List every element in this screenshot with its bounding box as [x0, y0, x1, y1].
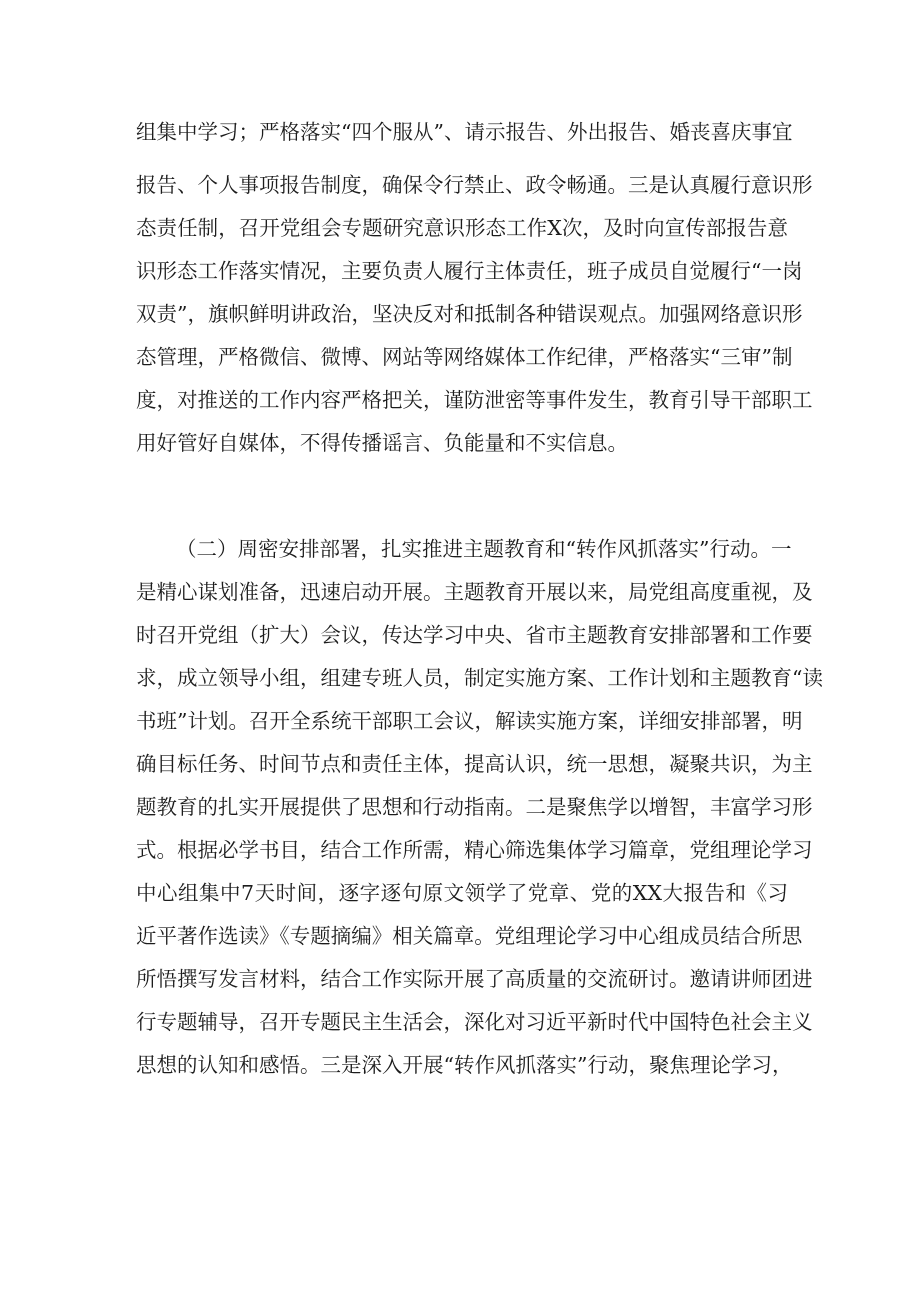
text-line: 思想的认知和感悟。三是深入开展“转作风抓落实”行动，聚焦理论学习， — [136, 1053, 793, 1077]
text-line: 态管理，严格微信、微博、网站等网络媒体工作纪律，严格落实“三审”制 — [136, 345, 793, 369]
text-line: 书班”计划。召开全系统干部职工会议，解读实施方案，详细安排部署，明 — [136, 709, 803, 733]
text-line: 求，成立领导小组，组建专班人员，制定实施方案、工作计划和主题教育“读 — [136, 666, 823, 690]
text-line: 度，对推送的工作内容严格把关，谨防泄密等事件发生，教育引导干部职工 — [136, 388, 813, 412]
text-line: 用好管好自媒体，不得传播谣言、负能量和不实信息。 — [136, 431, 628, 455]
text-line: 题教育的扎实开展提供了思想和行动指南。二是聚焦学以增智，丰富学习形 — [136, 795, 813, 819]
text-line: 识形态工作落实情况，主要负责人履行主体责任，班子成员自觉履行“一岗 — [136, 259, 803, 283]
text-line: 组集中学习；严格落实“四个服从”、请示报告、外出报告、婚丧喜庆事宜 — [136, 120, 793, 144]
text-line: 态责任制，召开党组会专题研究意识形态工作X次，及时向宣传部报告意 — [136, 216, 788, 240]
text-line: 报告、个人事项报告制度，确保令行禁止、政令畅通。三是认真履行意识形 — [136, 173, 813, 197]
text-line: 确目标任务、时间节点和责任主体，提高认识，统一思想，凝聚共识，为主 — [136, 752, 813, 776]
text-line: （二）周密安排部署，扎实推进主题教育和“转作风抓落实”行动。一 — [176, 537, 792, 561]
text-line: 近平著作选读》《专题摘编》相关篇章。党组理论学习中心组成员结合所思 — [136, 924, 803, 948]
text-line: 行专题辅导，召开专题民主生活会，深化对习近平新时代中国特色社会主义 — [136, 1010, 813, 1034]
text-line: 是精心谋划准备，迅速启动开展。主题教育开展以来，局党组高度重视，及 — [136, 580, 813, 604]
text-line: 所悟撰写发言材料，结合工作实际开展了高质量的交流研讨。邀请讲师团进 — [136, 967, 813, 991]
text-line: 式。根据必学书目，结合工作所需，精心筛选集体学习篇章，党组理论学习 — [136, 838, 813, 862]
text-line: 中心组集中7天时间，逐字逐句原文领学了党章、党的XX大报告和《习 — [136, 881, 788, 905]
text-line: 双责”，旗帜鲜明讲政治，坚决反对和抵制各种错误观点。加强网络意识形 — [136, 302, 803, 326]
text-line: 时召开党组（扩大）会议，传达学习中央、省市主题教育安排部署和工作要 — [136, 623, 813, 647]
